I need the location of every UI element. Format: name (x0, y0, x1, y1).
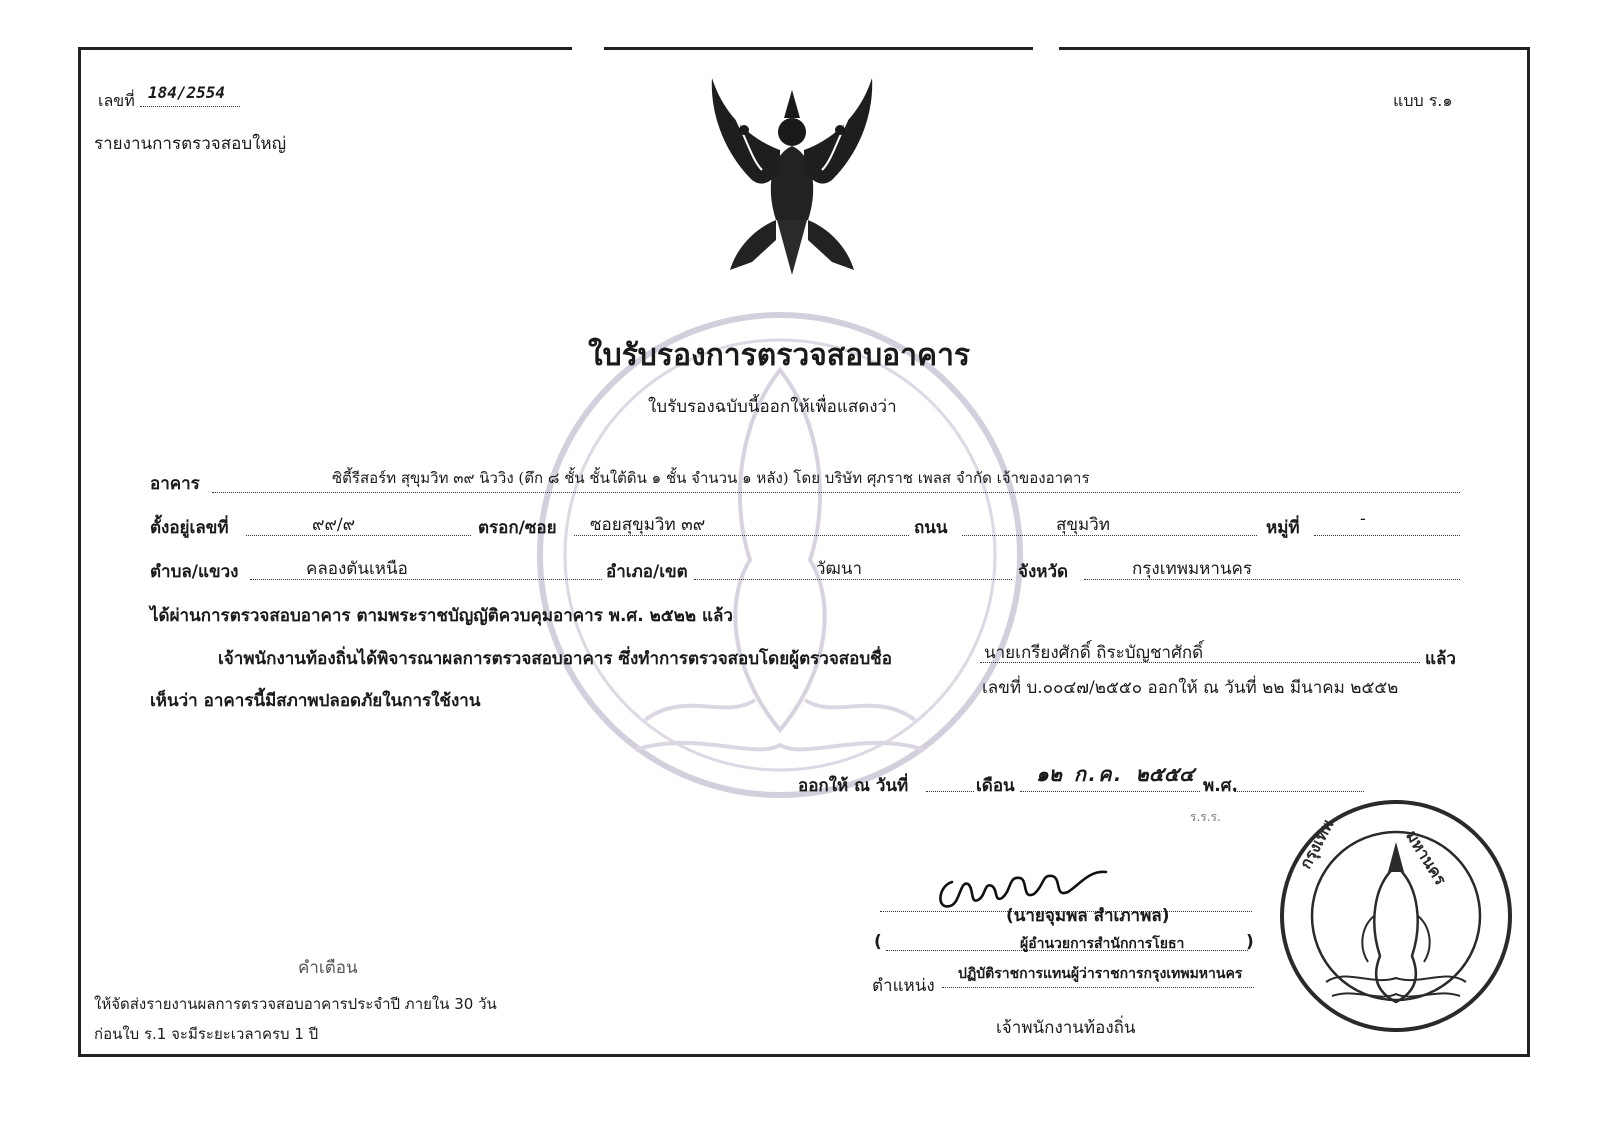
moo-label: หมู่ที่ (1266, 518, 1300, 538)
officer-label: เจ้าพนักงานท้องถิ่น (996, 1018, 1136, 1038)
warning-line-2: ก่อนใบ ร.1 จะมีระยะเวลาครบ 1 ปี (94, 1025, 319, 1043)
officer-statement: เจ้าพนักงานท้องถิ่นได้พิจารณาผลการตรวจสอบอาคาร ซึ่งทำการตรวจสอบโดยผู้ตรวจสอบชื่อ (218, 649, 892, 669)
frame-gap (572, 42, 604, 54)
inspector-name: นายเกรียงศักดิ์ ถิระบัญชาศักดิ์ (984, 643, 1204, 663)
amphoe-value: วัฒนา (816, 559, 863, 579)
number-label: เลขที่ (98, 91, 135, 110)
issue-date-value: ๑๒ ก.ค. ๒๕๕๔ (1036, 762, 1195, 786)
frame-gap (1033, 42, 1059, 54)
issue-month-dotted-line (1020, 791, 1200, 792)
inspector-license: เลขที่ บ.๐๐๔๗/๒๕๕๐ ออกให้ ณ วันที่ ๒๒ มีนาคม ๒๕๕๒ (982, 678, 1399, 698)
garuda-emblem (692, 70, 892, 285)
tambon-label: ตำบล/แขวง (150, 562, 239, 582)
address-no-dotted-line (246, 535, 471, 536)
document-subtitle: ใบรับรองฉบับนี้ออกให้เพื่อแสดงว่า (648, 397, 897, 417)
issue-year-dotted-line (1234, 791, 1364, 792)
seal-left-text: กรุงเทพ (1295, 816, 1338, 872)
position-value: ปฏิบัติราชการแทนผู้ว่าราชการกรุงเทพมหานคร (958, 966, 1243, 982)
number-dotted-line (140, 106, 240, 107)
report-type: รายงานการตรวจสอบใหญ่ (94, 134, 287, 154)
tambon-value: คลองตันเหนือ (306, 559, 408, 579)
soi-label: ตรอก/ซอย (478, 518, 557, 538)
amphoe-label: อำเภอ/เขต (606, 562, 688, 582)
small-mark: ร.ร.ร. (1190, 810, 1221, 824)
certificate-number: 184/2554 (148, 83, 226, 102)
province-value: กรุงเทพมหานคร (1132, 559, 1253, 579)
seal-right-text: มหานคร (1402, 827, 1451, 889)
issue-year-label: พ.ศ. (1203, 776, 1238, 796)
position-label: ตำแหน่ง (872, 976, 935, 996)
province-label: จังหวัด (1018, 562, 1069, 582)
document-title: ใบรับรองการตรวจสอบอาคาร (588, 338, 971, 373)
passed-statement: ได้ผ่านการตรวจสอบอาคาร ตามพระราชบัญญัติควบคุมอาคาร พ.ศ. ๒๕๒๒ แล้ว (150, 606, 733, 626)
done-label: แล้ว (1425, 649, 1456, 669)
address-no-value: ๙๙/๙ (312, 515, 356, 535)
tambon-dotted-line (250, 579, 602, 580)
signer-paren-close: ) (1246, 932, 1254, 952)
issue-day-dotted-line (926, 791, 974, 792)
building-label: อาคาร (150, 474, 200, 494)
safety-statement: เห็นว่า อาคารนี้มีสภาพปลอดภัยในการใช้งาน (150, 691, 481, 711)
moo-dotted-line (1314, 535, 1460, 536)
signer-paren-open: ( (874, 932, 882, 952)
signer-sub: ผู้อำนวยการสำนักการโยธา (1020, 936, 1185, 952)
signer-name: (นายจุมพล สำเภาพล) (1006, 906, 1170, 926)
road-label: ถนน (914, 518, 948, 538)
issue-month-label: เดือน (976, 776, 1015, 796)
road-value: สุขุมวิท (1056, 515, 1110, 535)
soi-value: ซอยสุขุมวิท ๓๙ (590, 515, 706, 535)
position-dotted-line (942, 987, 1254, 988)
form-code: แบบ ร.๑ (1393, 91, 1453, 110)
issue-date-label: ออกให้ ณ วันที่ (798, 776, 909, 796)
building-dotted-line (212, 492, 1460, 493)
warning-heading: คำเตือน (298, 958, 358, 978)
moo-value: - (1360, 509, 1366, 529)
building-value: ซิตี้รีสอร์ท สุขุมวิท ๓๙ นิววิง (ตึก ๘ ชั้น ชั้นใต้ดิน ๑ ชั้น จำนวน ๑ หลัง) โดย บริษัท ศุภราช เพลส จำกัด เจ้าของอาคาร (332, 469, 1090, 487)
warning-line-1: ให้จัดส่งรายงานผลการตรวจสอบอาคารประจำปี ภายใน 30 วัน (94, 995, 497, 1013)
address-no-label: ตั้งอยู่เลขที่ (150, 518, 229, 538)
